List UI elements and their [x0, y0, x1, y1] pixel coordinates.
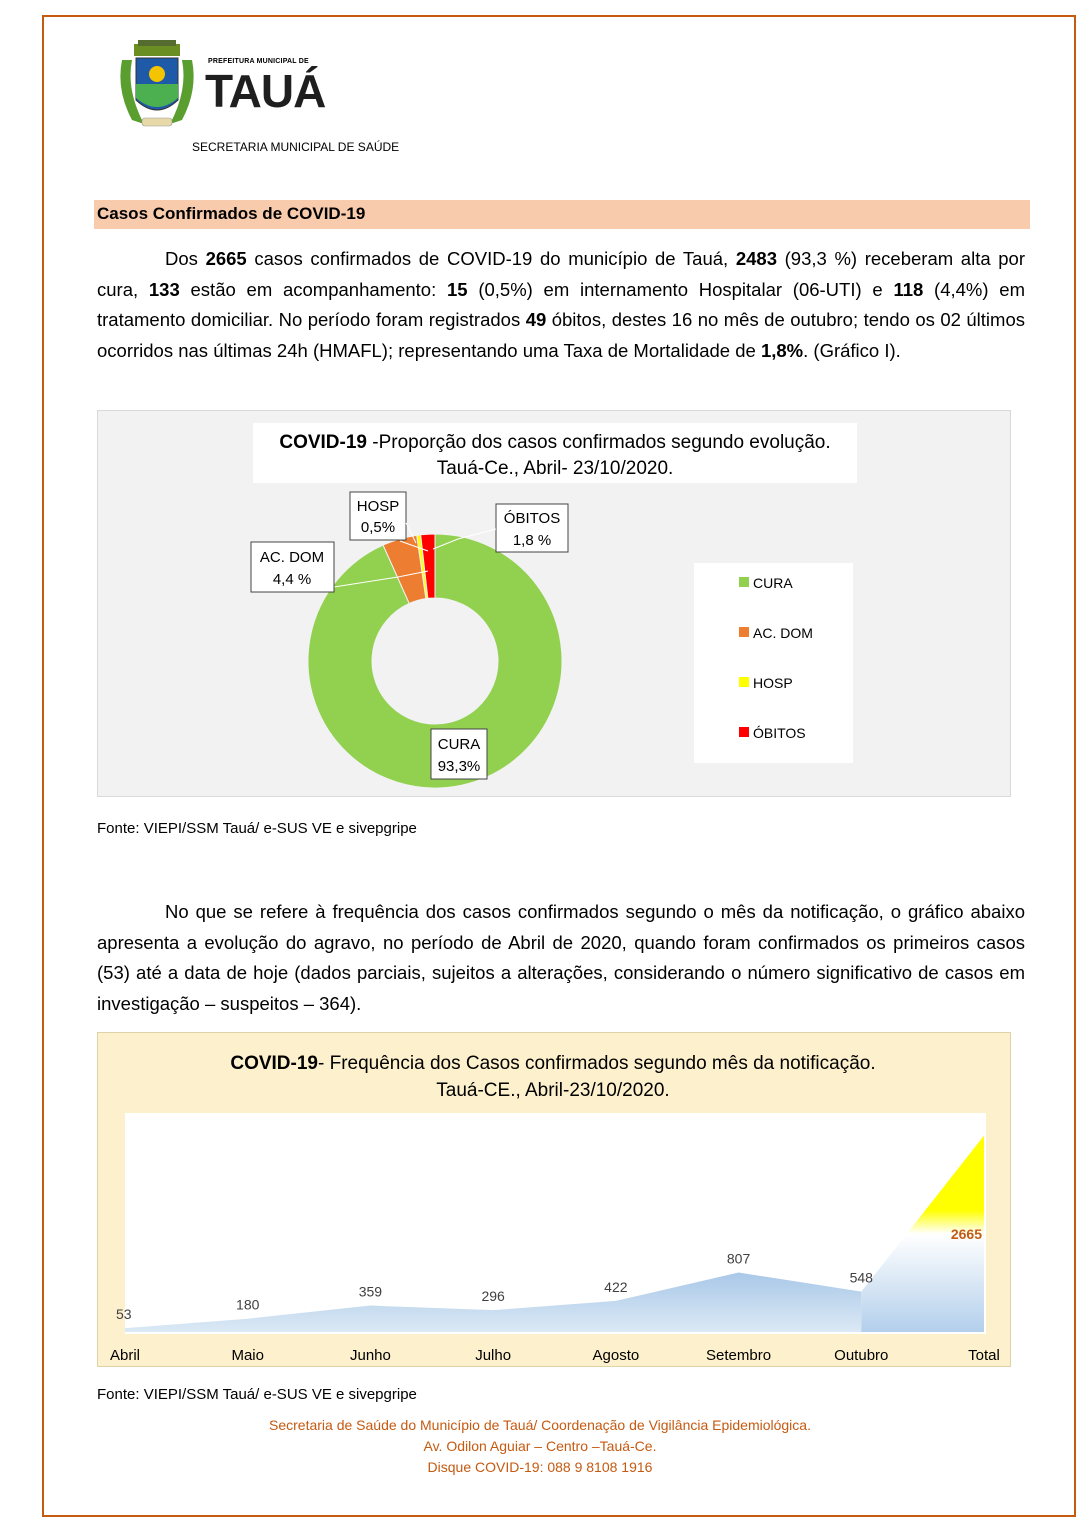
x-tick-total: Total: [968, 1347, 1000, 1364]
data-label-abril: 53: [116, 1306, 132, 1323]
area-chart-title: COVID-19- Frequência dos Casos confirmados segundo mês da notificação.: [230, 1053, 876, 1074]
department-name: SECRETARIA MUNICIPAL DE SAÚDE: [192, 140, 400, 154]
footer-line-1: Secretaria de Saúde do Município de Tauá/ Coordenação de Vigilância Epidemiológica.: [269, 1417, 811, 1433]
area-chart: [98, 1033, 1010, 1366]
area-chart-subtitle: Tauá-CE., Abril-23/10/2020.: [436, 1080, 670, 1101]
svg-text:AC. DOM: AC. DOM: [259, 549, 325, 566]
label-cura: [431, 729, 487, 779]
frequency-paragraph: No que se refere à frequência dos casos confirmados segundo o mês da notificação, o gráfico abaixo apresenta a evolução do agravo, no período de Abril de 2020, quando foram confirmados os primeiros casos (53) até a data de hoje (dados parciais, sujeitos a alterações, considerando o número significativo de casos em investigação – suspeitos – 364).: [97, 901, 1025, 1014]
x-tick-abril: Abril: [109, 1347, 141, 1364]
svg-text:1,8 %: 1,8 %: [512, 532, 552, 549]
svg-text:CURA: CURA: [437, 736, 481, 753]
svg-text:4,4 %: 4,4 %: [272, 571, 312, 588]
donut-chart-panel: [97, 410, 1011, 797]
legend-label: CURA: [753, 575, 793, 591]
logo-wordmark: TAUÁ: [205, 65, 326, 117]
data-label-total: 2665: [950, 1226, 982, 1242]
svg-text:ÓBITOS: ÓBITOS: [503, 510, 561, 527]
svg-text:93,3%: 93,3%: [437, 758, 481, 775]
legend-swatch: [739, 577, 749, 587]
chart2-source: Fonte: VIEPI/SSM Tauá/ e-SUS VE e sivepgripe: [97, 1386, 417, 1403]
legend-label: ÓBITOS: [753, 725, 806, 741]
x-tick-agosto: Agosto: [592, 1347, 640, 1364]
label-hosp: [350, 492, 406, 540]
legend-swatch: [739, 727, 749, 737]
donut-chart: [98, 411, 1010, 796]
data-label-maio: 180: [236, 1296, 260, 1313]
legend-label: AC. DOM: [753, 625, 813, 641]
footer-line-2: Av. Odilon Aguiar – Centro –Tauá-Ce.: [423, 1438, 657, 1454]
legend-swatch: [739, 677, 749, 687]
area-chart-panel: [97, 1032, 1011, 1367]
data-label-agosto: 422: [604, 1278, 628, 1295]
donut-chart-title: COVID-19 -Proporção dos casos confirmados segundo evolução.: [279, 432, 831, 453]
label-obitos: [496, 504, 568, 552]
data-label-junho: 359: [358, 1283, 383, 1300]
donut-chart-subtitle: Tauá-Ce., Abril- 23/10/2020.: [436, 458, 674, 479]
data-label-julho: 296: [481, 1288, 505, 1305]
logo-caption: PREFEITURA MUNICIPAL DE: [208, 58, 309, 65]
svg-text:HOSP: HOSP: [356, 498, 400, 515]
legend-swatch: [739, 627, 749, 637]
x-tick-maio: Maio: [231, 1347, 264, 1364]
label-ac-dom: [251, 542, 334, 592]
x-tick-outubro: Outubro: [834, 1347, 889, 1364]
footer-line-3: Disque COVID-19: 088 9 8108 1916: [427, 1459, 653, 1475]
x-tick-setembro: Setembro: [706, 1347, 772, 1364]
data-label-setembro: 807: [726, 1250, 751, 1267]
summary-paragraph: Dos 2665 casos confirmados de COVID-19 do município de Tauá, 2483 (93,3 %) receberam alta por cura, 133 estão em acompanhamento: 15 (0,5%) em internamento Hospitalar (06-UTI) e 118 (4,4%) em tratamento domiciliar. No período foram registrados 49 óbitos, destes 16 no mês de outubro; tendo os 02 últimos ocorridos nas últimas 24h (HMAFL); representando uma Taxa de Mortalidade de 1,8%. (Gráfico I).: [97, 248, 1026, 361]
section-title: Casos Confirmados de COVID-19: [97, 204, 366, 223]
legend-label: HOSP: [753, 675, 793, 691]
svg-text:0,5%: 0,5%: [360, 519, 396, 536]
x-tick-julho: Julho: [475, 1347, 512, 1364]
x-tick-junho: Junho: [349, 1347, 391, 1364]
chart1-source: Fonte: VIEPI/SSM Tauá/ e-SUS VE e sivepgripe: [97, 820, 417, 837]
data-label-outubro: 548: [849, 1269, 873, 1286]
